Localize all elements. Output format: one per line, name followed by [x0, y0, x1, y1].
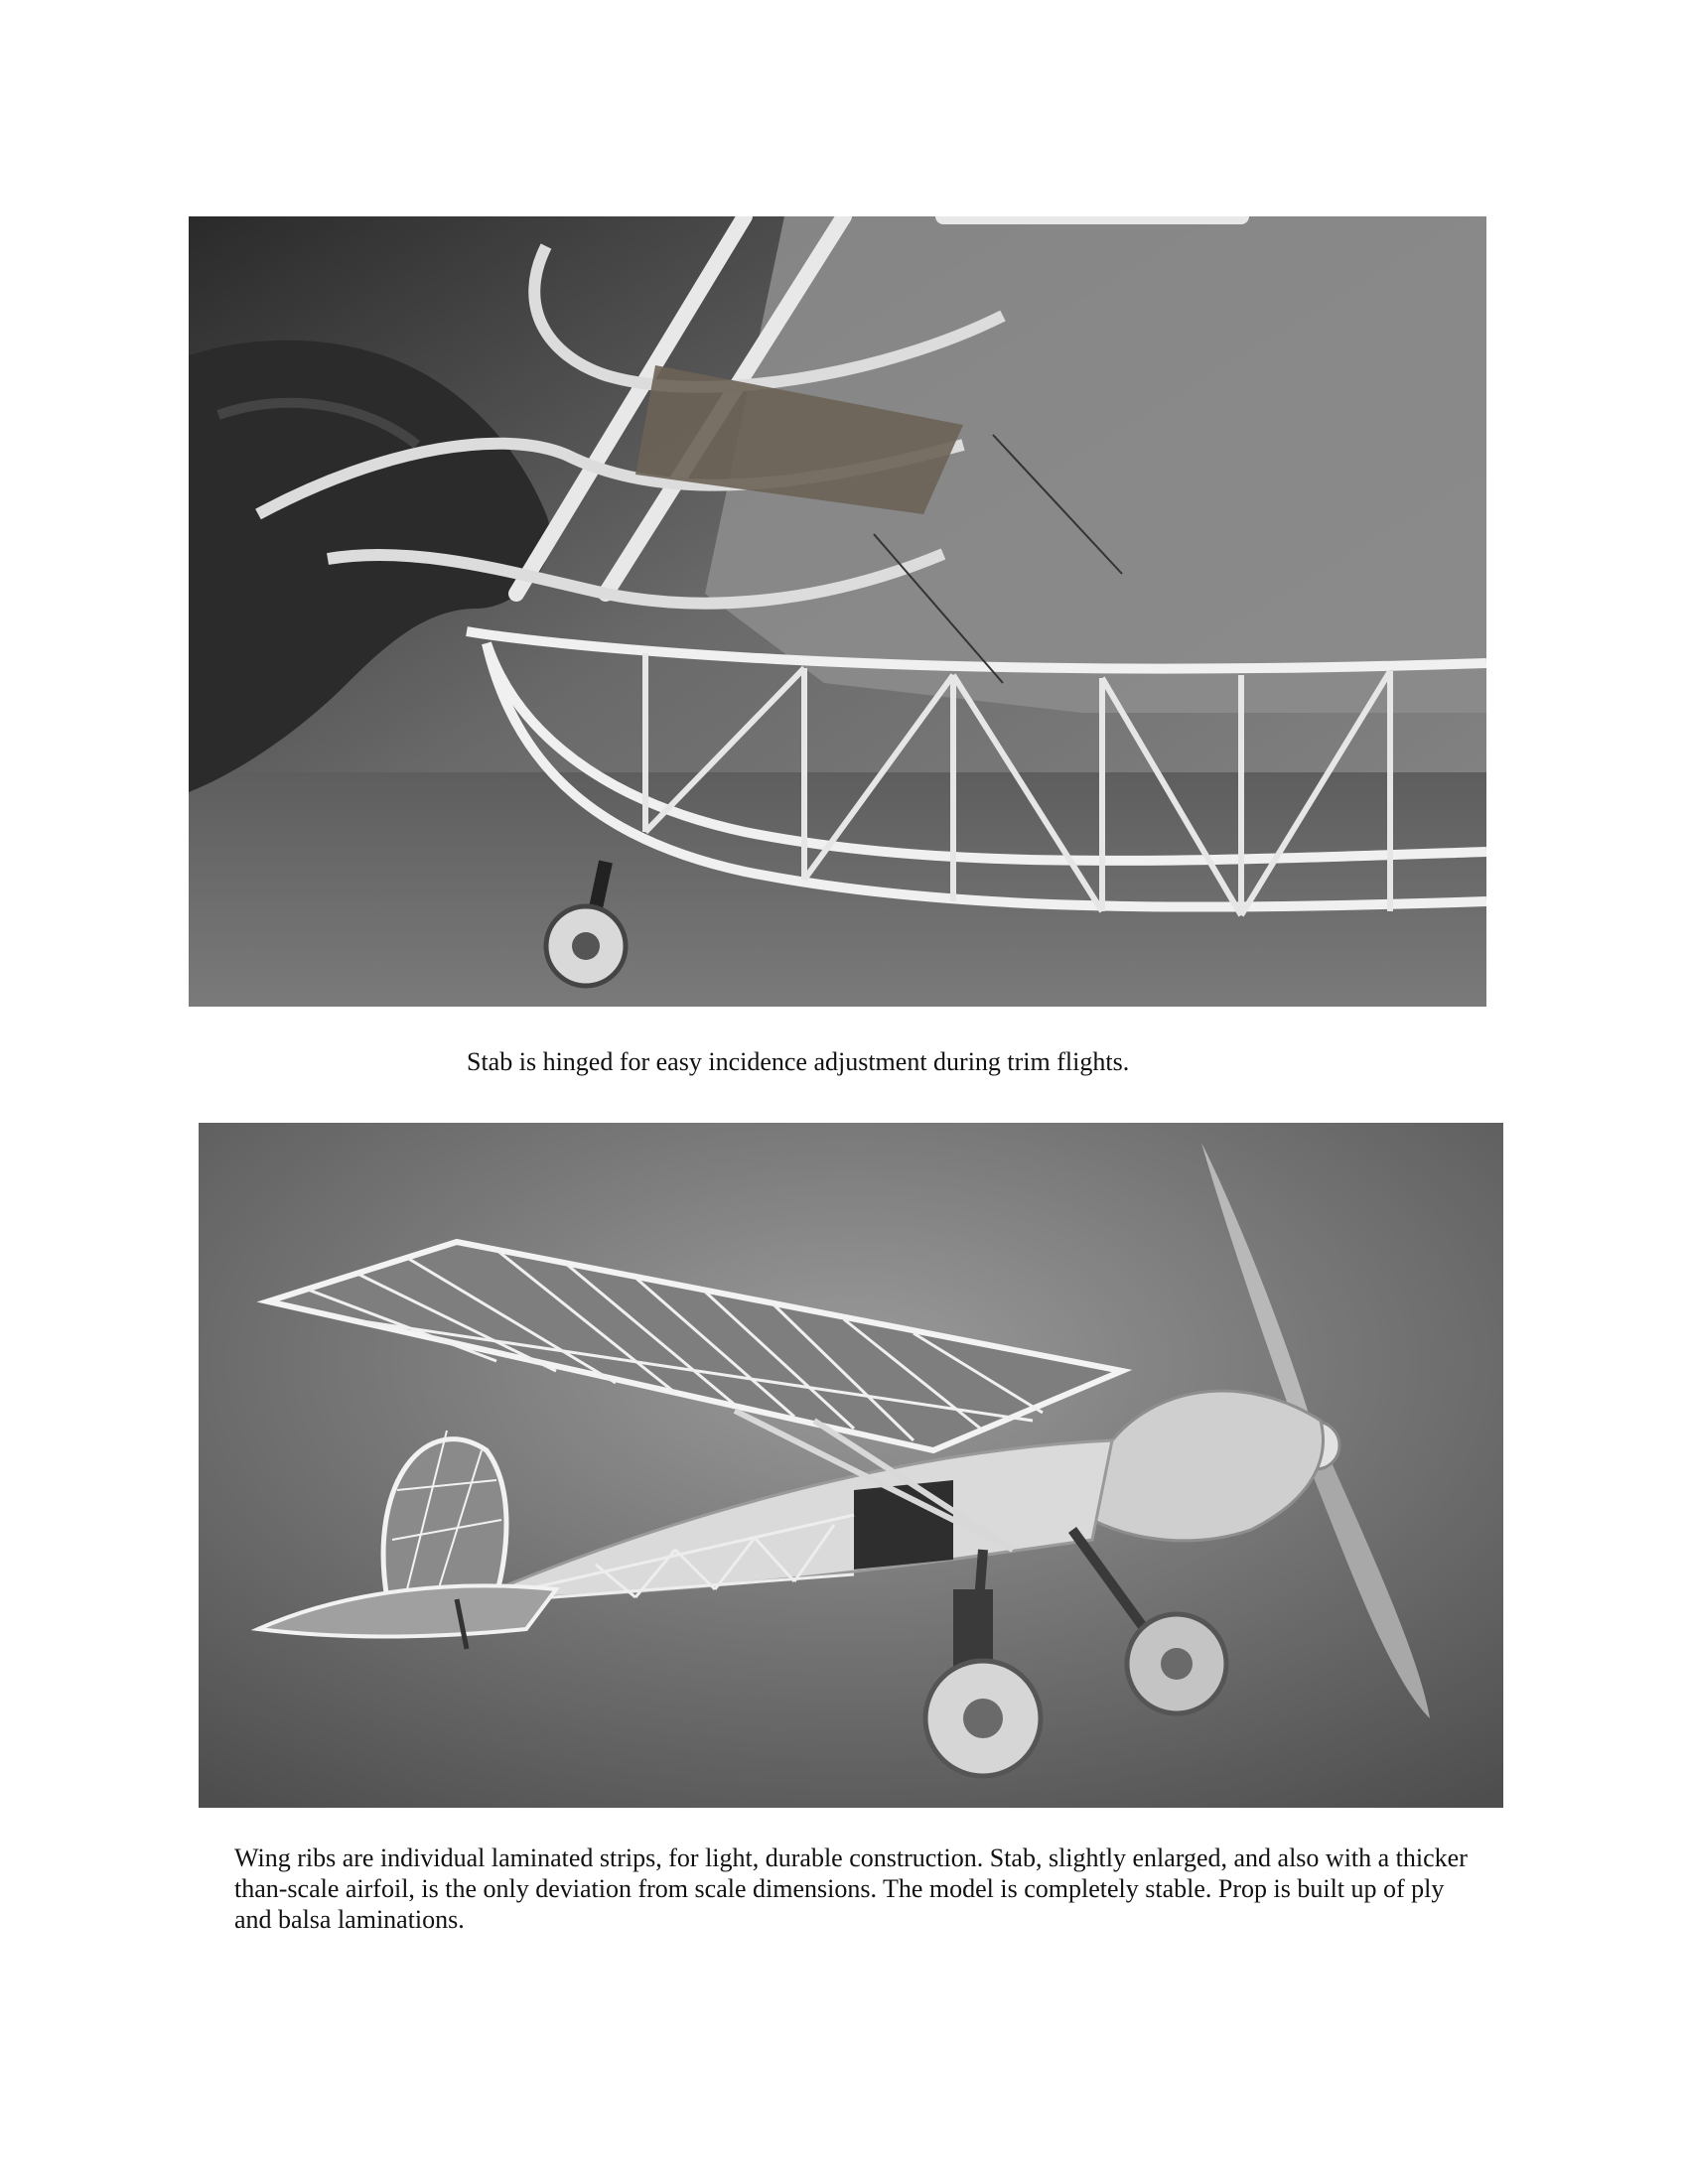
- model-airplane-caption: Wing ribs are individual laminated strips, for light, durable construction. Stab, slightly enlarged, and also with a thicker than-scale airfoil, is the only deviation from scale dimensions. The model is completely stable. Prop is built up of ply and balsa laminations.: [234, 1843, 1468, 1934]
- model-airplane-photo: [199, 1123, 1503, 1808]
- tail-stab-caption: Stab is hinged for easy incidence adjustment during trim flights.: [467, 1047, 1130, 1076]
- model-airplane-image: [199, 1123, 1503, 1808]
- tail-stab-photo: [189, 216, 1486, 1007]
- tail-stab-image: [189, 216, 1486, 1007]
